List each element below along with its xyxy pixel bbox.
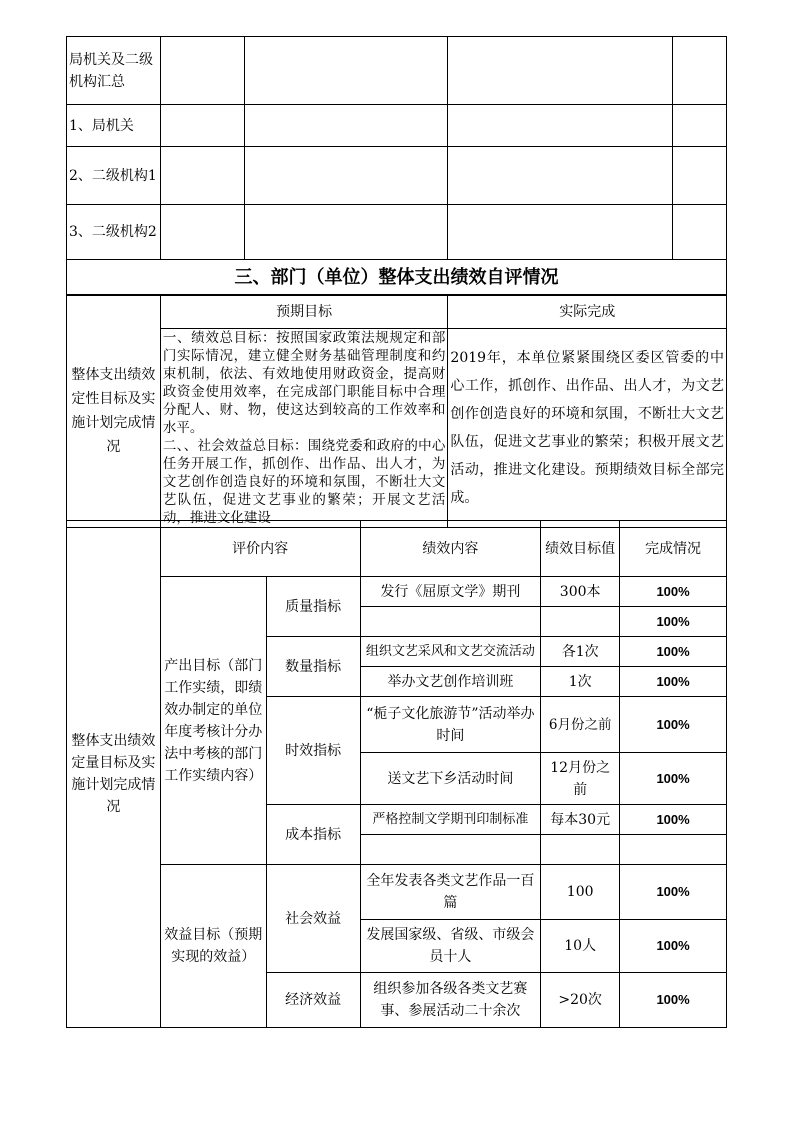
table-row-content	[360, 835, 541, 865]
table-row-content: 组织文艺采风和文艺交流活动	[360, 637, 541, 667]
table-row-target: 10人	[541, 920, 620, 973]
qualitative-table	[66, 294, 727, 528]
top-summary-table	[66, 36, 727, 296]
social-benefit-indicator: 社会效益	[266, 865, 360, 973]
completion-header: 完成情况	[620, 521, 727, 577]
expected-header: 预期目标	[160, 295, 448, 329]
table-row-target: 100	[541, 865, 620, 920]
table-row-content: 全年发表各类文艺作品一百篇	[360, 865, 541, 920]
table-row-content: 发展国家级、省级、市级会员十人	[360, 920, 541, 973]
table-row-completion: 100%	[620, 920, 727, 973]
table-row-content: 严格控制文学期刊印制标准	[360, 805, 541, 835]
qualitative-row-label: 整体支出绩效定性目标及实施计划完成情况	[67, 295, 161, 528]
eval-content-header: 评价内容	[160, 521, 360, 577]
benefit-goal-group: 效益目标（预期实现的效益）	[160, 865, 266, 1028]
sub-org-1-label: 2、二级机构1	[67, 147, 161, 205]
summary-row-label: 局机关及二级机构汇总	[67, 37, 161, 105]
perf-content-header: 绩效内容	[360, 521, 541, 577]
expected-goal-1: 一、绩效总目标：按照国家政策法规规定和部门实际情况，建立健全财务基础管理制度和约束机制，依法、有效地使用财政资金，提高财政资金使用效率，在完成部门职能目标中合理分配人、财、物，使这达到较高的工作效率和水平。	[162, 330, 446, 436]
table-row-target: 各1次	[541, 637, 620, 667]
expected-goal-2: 二、、社会效益总目标：围绕党委和政府的中心任务开展工作，抓创作、出作品、出人才，为文艺创作创造良好的环境和氛围，不断壮大文艺队伍，促进文艺事业的繁荣；开展文艺活动，推进文化建设	[162, 438, 446, 526]
table-row-target: 每本30元	[541, 805, 620, 835]
timeliness-indicator: 时效指标	[266, 697, 360, 805]
table-row-completion	[620, 835, 727, 865]
expected-goals	[160, 329, 448, 528]
table-row-target: 1次	[541, 667, 620, 697]
sub-org-2-label: 3、二级机构2	[67, 205, 161, 260]
table-row-completion: 100%	[620, 667, 727, 697]
table-row-target: >20次	[541, 973, 620, 1028]
quantitative-row-label: 整体支出绩效定量目标及实施计划完成情况	[67, 521, 161, 1028]
actual-header: 实际完成	[448, 295, 727, 329]
table-row-target: 300本	[541, 577, 620, 607]
table-row-target	[541, 835, 620, 865]
table-row-content: 送文艺下乡活动时间	[360, 753, 541, 805]
table-row-target: 12月份之前	[541, 753, 620, 805]
target-header: 绩效目标值	[541, 521, 620, 577]
table-row-content: 组织参加各级各类文艺赛事、参展活动二十余次	[360, 973, 541, 1028]
table-row-content: 发行《屈原文学》期刊	[360, 577, 541, 607]
table-row-completion: 100%	[620, 865, 727, 920]
actual-completion-text: 2019年，本单位紧紧围绕区委区管委的中心工作，抓创作、出作品、出人才，为文艺创作创造良好的环境和氛围，不断壮大文艺队伍，促进文艺事业的繁荣；积极开展文艺活动，推进文化建设。预期绩效目标全部完成。	[448, 329, 727, 528]
table-row-completion: 100%	[620, 697, 727, 753]
table-row-completion: 100%	[620, 637, 727, 667]
table-row-completion: 100%	[620, 805, 727, 835]
table-row-target: 6月份之前	[541, 697, 620, 753]
section-title: 三、部门（单位）整体支出绩效自评情况	[67, 260, 727, 296]
bureau-row-label: 1、局机关	[67, 105, 161, 147]
quantity-indicator: 数量指标	[266, 637, 360, 697]
cost-indicator: 成本指标	[266, 805, 360, 865]
economic-benefit-indicator: 经济效益	[266, 973, 360, 1028]
table-row-completion: 100%	[620, 973, 727, 1028]
output-goal-group: 产出目标（部门工作实绩，即绩效办制定的单位年度考核计分办法中考核的部门工作实绩内容）	[160, 577, 266, 865]
table-row-content: “栀子文化旅游节”活动举办时间	[360, 697, 541, 753]
quantitative-table	[66, 520, 727, 1028]
table-row-target	[541, 607, 620, 637]
table-row-completion: 100%	[620, 577, 727, 607]
table-row-content	[360, 607, 541, 637]
table-row-content: 举办文艺创作培训班	[360, 667, 541, 697]
quality-indicator: 质量指标	[266, 577, 360, 637]
table-row-completion: 100%	[620, 753, 727, 805]
table-row-completion: 100%	[620, 607, 727, 637]
